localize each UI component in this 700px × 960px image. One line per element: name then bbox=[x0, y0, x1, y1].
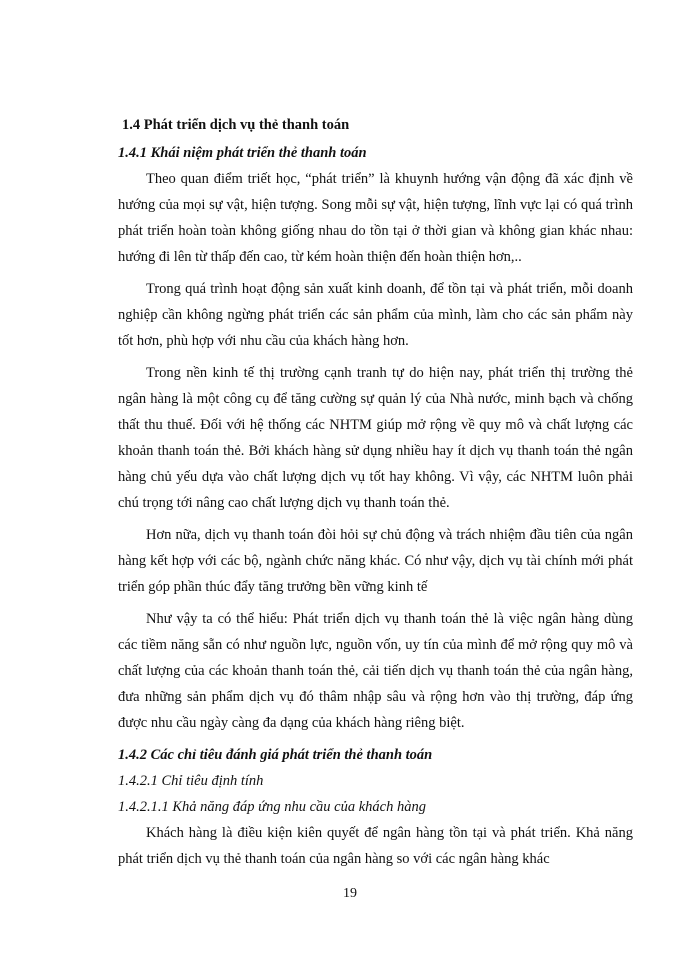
paragraph: Hơn nữa, dịch vụ thanh toán đòi hỏi sự chủ động và trách nhiệm đầu tiên của ngân hàng kết hợp với các bộ, ngành chức năng khác. Có như vậy, dịch vụ tài chính mới phát triển góp phần thúc đẩy tăng trưởng bền vững kinh tế bbox=[118, 527, 633, 595]
section-heading-1-4-2-1-1: 1.4.2.1.1 Khả năng đáp ứng nhu cầu của khách hàng bbox=[118, 799, 426, 815]
section-heading-1-4-2: 1.4.2 Các chỉ tiêu đánh giá phát triển thẻ thanh toán bbox=[118, 747, 433, 763]
paragraph: Theo quan điểm triết học, “phát triển” là khuynh hướng vận động đã xác định về hướng của mọi sự vật, hiện tượng. Song mỗi sự vật, hiện tượng, lĩnh vực lại có quá trình phát triển hoàn toàn không giống nhau do tồn tại ở thời gian và không gian khác nhau: hướng đi lên từ thấp đến cao, từ kém hoàn thiện đến hoàn thiện hơn,.. bbox=[118, 171, 633, 265]
paragraph: Trong quá trình hoạt động sản xuất kinh doanh, để tồn tại và phát triển, mỗi doanh nghiệp cần không ngừng phát triển các sản phẩm của mình, làm cho các sản phẩm này tốt hơn, phù hợp với nhu cầu của khách hàng hơn. bbox=[118, 281, 633, 349]
section-heading-1-4-2-1: 1.4.2.1 Chỉ tiêu định tính bbox=[118, 773, 264, 789]
page-content bbox=[118, 112, 633, 878]
page-number: 19 bbox=[343, 886, 357, 901]
paragraph: Khách hàng là điều kiện kiên quyết để ngân hàng tồn tại và phát triển. Khả năng phát triển dịch vụ thẻ thanh toán của ngân hàng so với các ngân hàng khác bbox=[118, 825, 633, 867]
paragraph: Như vậy ta có thể hiểu: Phát triển dịch vụ thanh toán thẻ là việc ngân hàng dùng các tiềm năng sẵn có như nguồn lực, nguồn vốn, uy tín của mình để mở rộng quy mô và chất lượng của các khoản thanh toán thẻ, cải tiến dịch vụ thanh toán thẻ của ngân hàng, đưa những sản phẩm dịch vụ đó thâm nhập sâu và rộng hơn vào thị trường, đáp ứng được nhu cầu ngày càng đa dạng của khách hàng riêng biệt. bbox=[118, 611, 633, 731]
section-heading-1-4: 1.4 Phát triển dịch vụ thẻ thanh toán bbox=[122, 117, 350, 133]
paragraph: Trong nền kinh tế thị trường cạnh tranh tự do hiện nay, phát triển thị trường thẻ ngân hàng là một công cụ để tăng cường sự quản lý của Nhà nước, minh bạch và chống thất thu thuế. Đối với hệ thống các NHTM giúp mở rộng về quy mô và chất lượng các khoản thanh toán thẻ. Bởi khách hàng sử dụng nhiều hay ít dịch vụ thanh toán thẻ ngân hàng chủ yếu dựa vào chất lượng dịch vụ tốt hay không. Vì vậy, các NHTM luôn phải chú trọng tới nâng cao chất lượng dịch vụ thanh toán thẻ. bbox=[118, 365, 633, 511]
section-heading-1-4-1: 1.4.1 Khái niệm phát triển thẻ thanh toán bbox=[118, 145, 367, 161]
